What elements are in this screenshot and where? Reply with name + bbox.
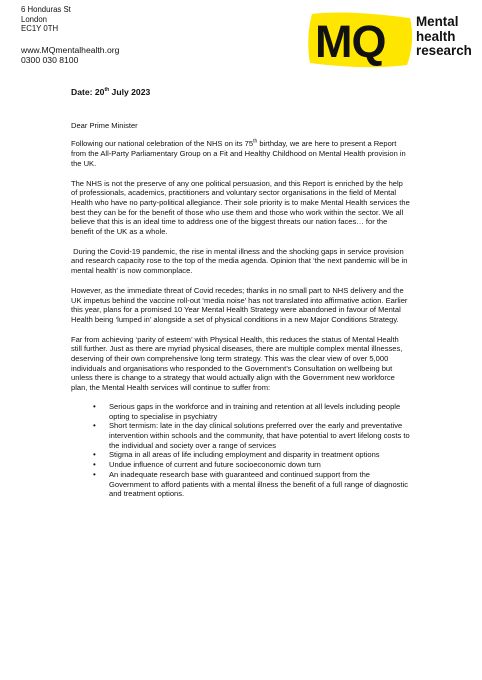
letter-body	[71, 88, 411, 499]
paragraph-1-a: Following our national celebration of the NHS on its 75	[71, 139, 254, 149]
logo-wordmark	[416, 15, 472, 59]
logo-word-3: research	[416, 43, 472, 59]
paragraph-3: During the Covid-19 pandemic, the rise in mental illness and the shocking gaps in service provision and research capacity rose to the top of the media agenda. Opinion that ‘the next pandemic will be in mental health’ is now commonplace.	[71, 246, 410, 276]
address-line-city: London	[21, 14, 48, 24]
letter-date	[71, 88, 411, 98]
salutation: Dear Prime Minister	[71, 120, 138, 130]
paragraph-1-ordinal: th	[253, 138, 258, 145]
phone-number: 0300 030 8100	[21, 55, 79, 66]
issue-item-3: • Stigma in all areas of life including employment and disparity in treatment options	[109, 450, 411, 460]
mq-logo	[306, 12, 472, 68]
logo-mark-text: MQ	[315, 16, 386, 67]
mq-logo-mark	[306, 12, 416, 68]
address-line-street: 6 Honduras St	[21, 5, 71, 14]
date-ordinal: th	[104, 87, 110, 94]
website-link[interactable]: www.MQmentalhealth.org	[21, 45, 120, 55]
issue-item-1: • Serious gaps in the workforce and in training and retention at all levels including people opting to specialise in psychiatry	[109, 402, 411, 421]
paragraph-1-b: birthday, we are here to present a Report from the All-Party Parliamentary Group on a Fit and Healthy Childhood on Mental Health provision in the UK.	[71, 139, 406, 168]
paragraph-5: Far from achieving ‘parity of esteem’ with Physical Health, this reduces the status of Mental Health still further. Just as there are myriad physical diseases, there are multiple complex mental illnesses, deserving of their own comprehensive long term strategy. This was the clear view of over 5,000 individuals and organisations who responded to the Government’s Consultation on wellbeing but unless there is change to a strategy that would actually align with the Government new workforce plan, the Mental Health services will continue to suffer from:	[71, 334, 403, 393]
paragraph-4: However, as the immediate threat of Covid recedes; thanks in no small part to NHS delivery and the UK impetus behind the vaccine roll-out ‘media noise’ has not translated into affirmative action. Earlier this year, plans for a promised 10 Year Mental Health Strategy were abandoned in favour of Mental Health being ‘lumped in’ alongside a set of physical conditions in a new Major Conditions Strategy.	[71, 285, 408, 324]
issue-item-5: • An inadequate research base with guaranteed and continued support from the Government to afford patients with a mental illness the benefit of a full range of diagnostic and treatment options.	[109, 470, 411, 499]
logo-word-1: Mental	[416, 14, 459, 29]
issues-list	[71, 402, 411, 499]
date-label: Date: 20	[71, 87, 105, 97]
issue-item-2: • Short termism: late in the day clinical solutions preferred over the early and preventative intervention within schools and the community, that have potential to avert lifelong costs to the individual and society over a range of services	[109, 421, 411, 450]
logo-word-2: health	[416, 28, 456, 44]
issue-item-4: • Undue influence of current and future socioeconomic down turn	[109, 460, 411, 470]
date-rest: July 2023	[109, 87, 151, 97]
paragraph-1	[71, 139, 411, 168]
sender-contact	[21, 45, 119, 66]
address-line-postcode: EC1Y 0TH	[21, 24, 59, 34]
sender-address	[21, 5, 71, 34]
paragraph-2: The NHS is not the preserve of any one political persuasion, and this Report is enriched by the help of professionals, academics, practitioners and voluntary sector organisations in the field of Mental Health who have no party-political allegiance. Their sole priority is to make Mental Health services the best they can be for the benefit of those who use them and those who work within the sector. We all believe that this is an ideal time to address one of the biggest threats our nation faces… for the benefit of the UK as a whole.	[71, 178, 410, 237]
